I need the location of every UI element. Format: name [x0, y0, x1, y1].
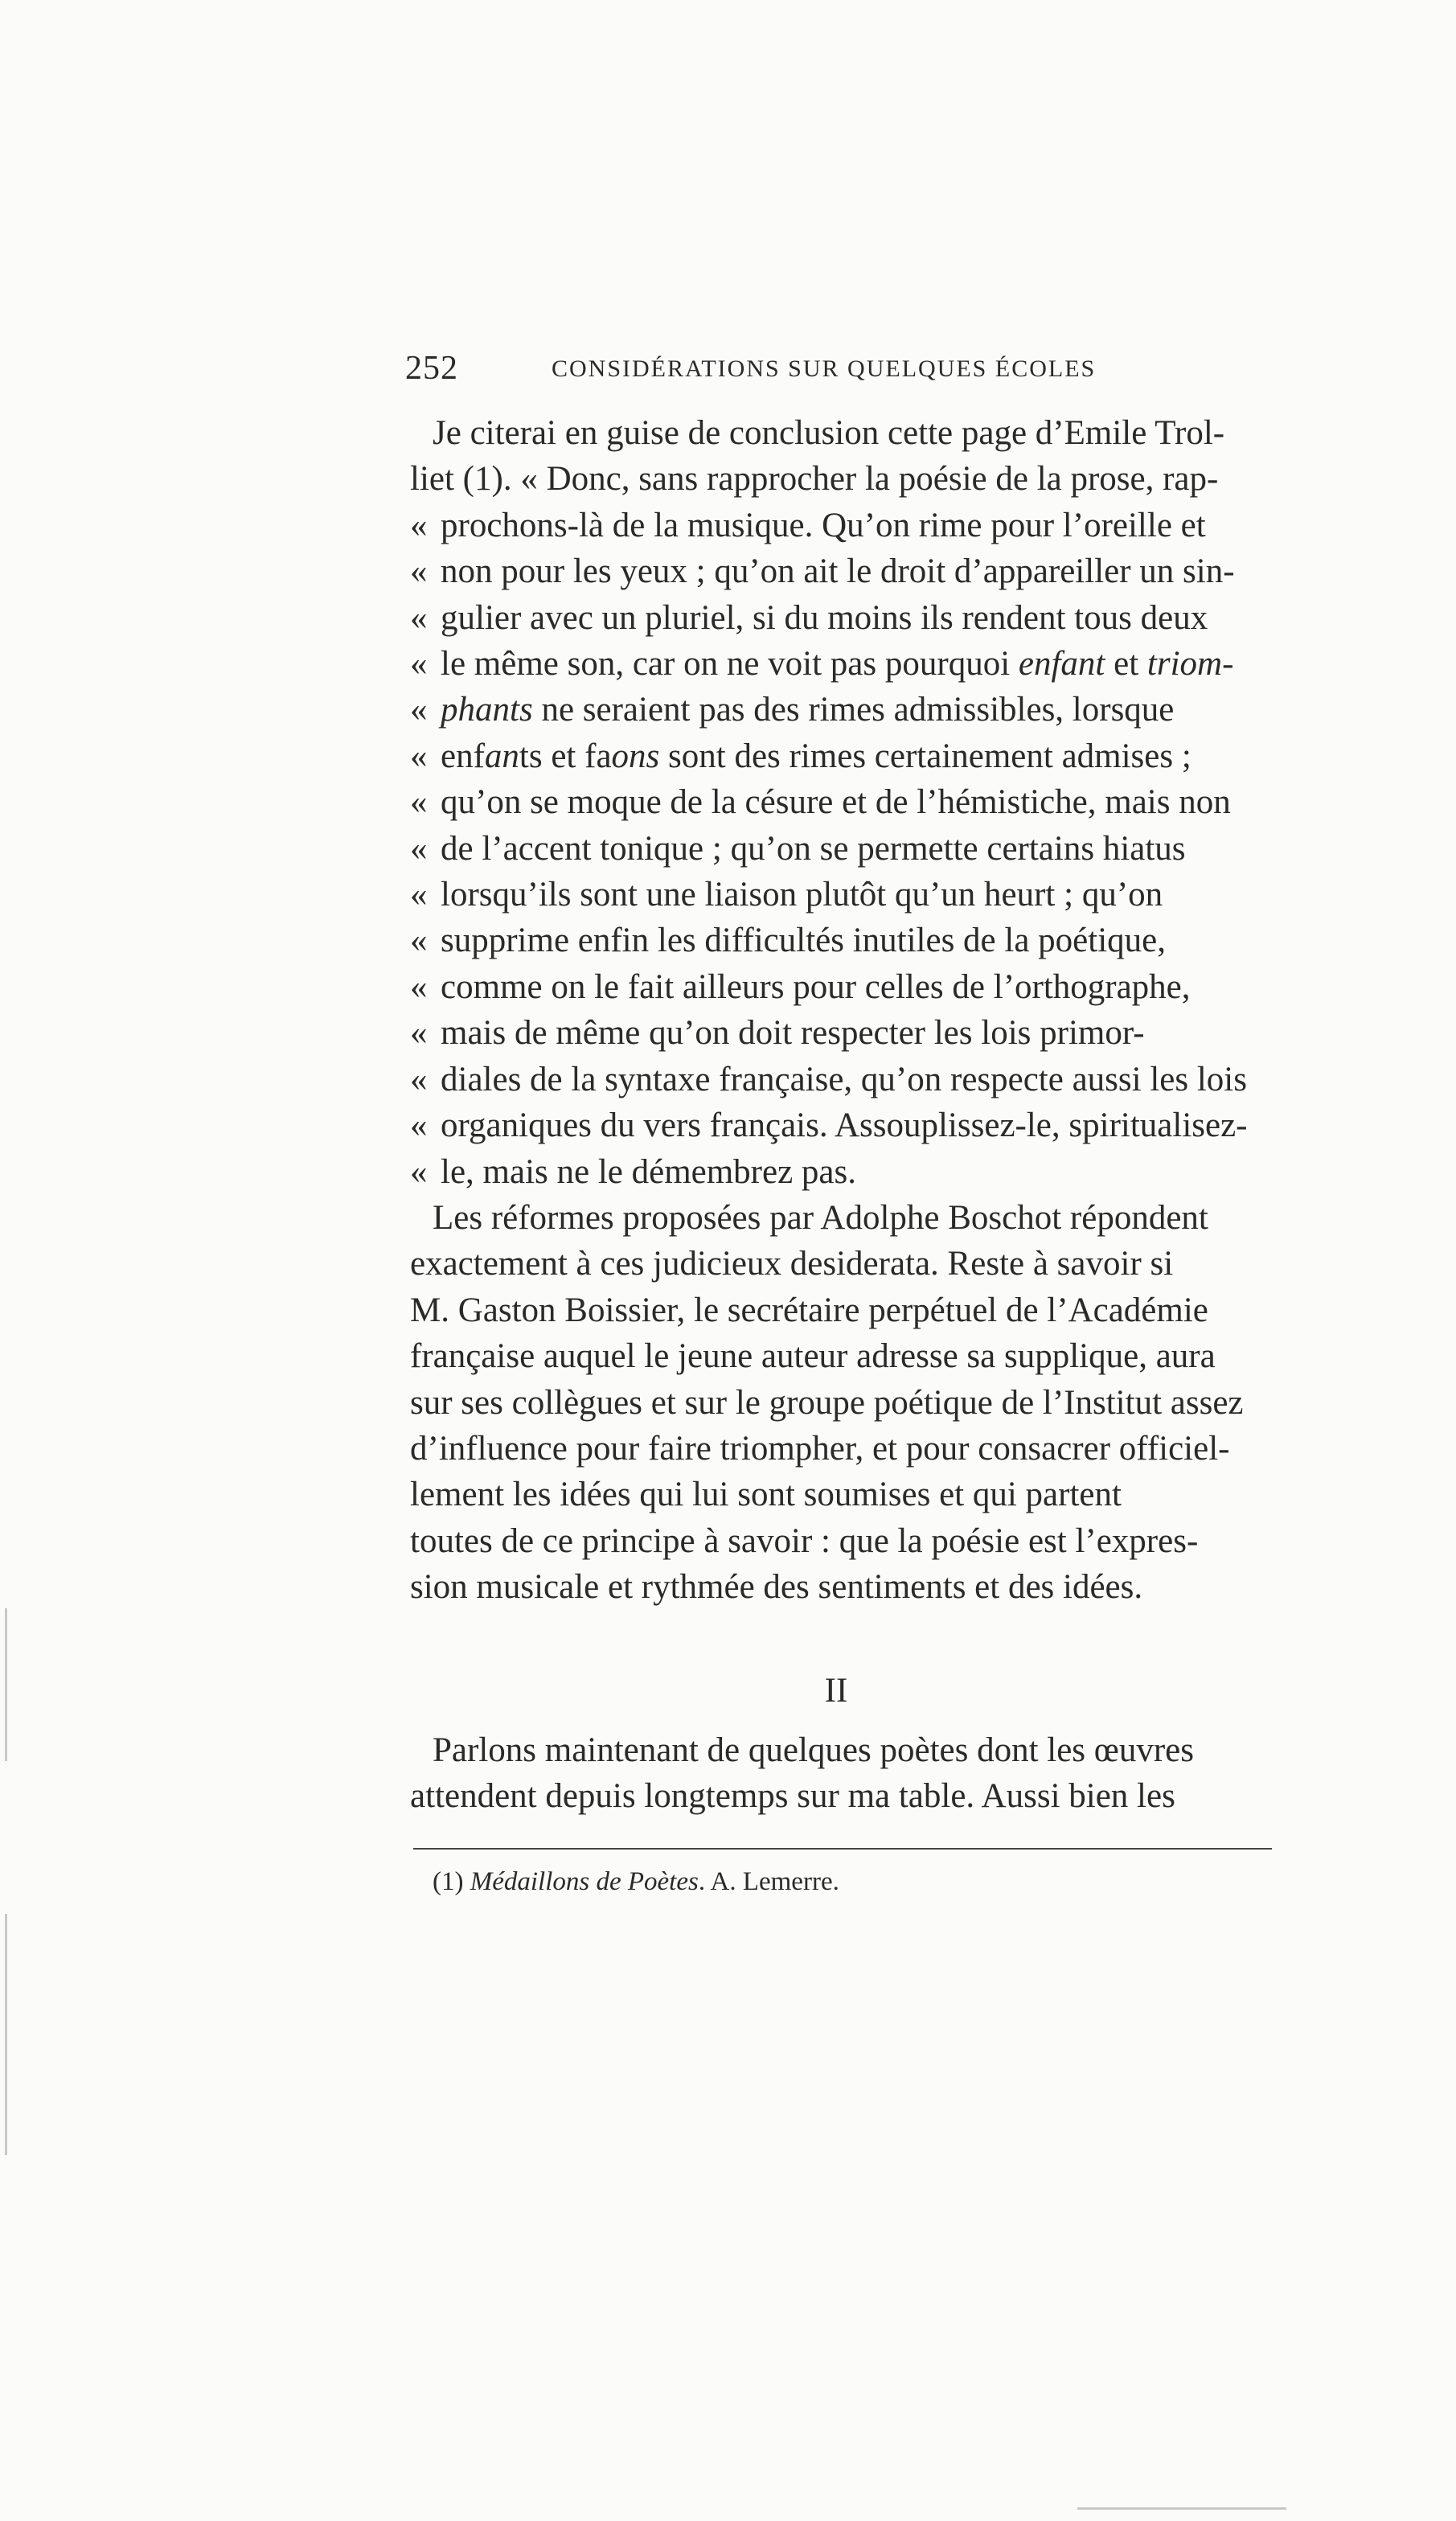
scan-artifact [1077, 2507, 1286, 2510]
text-line: « prochons-là de la musique. Qu’on rime pour l’oreille et [410, 503, 1272, 548]
italic-word: ons [611, 737, 660, 775]
quote-mark: « [410, 737, 428, 775]
quote-mark: « [410, 1060, 428, 1098]
text-line: « non pour les yeux ; qu’on ait le droit d’appareiller un sin- [410, 548, 1272, 594]
text-line: exactement à ces judicieux desiderata. Reste à savoir si [410, 1245, 1174, 1283]
text-line: liet (1). « Donc, sans rapprocher la poésie de la prose, rap- [410, 460, 1219, 499]
text-line: « de l’accent tonique ; qu’on se permette certains hiatus [410, 826, 1272, 872]
section-heading: II [824, 1672, 848, 1710]
quote-mark: « [410, 967, 428, 1006]
text-line: « phants ne seraient pas des rimes admissibles, lorsque [410, 687, 1272, 733]
page-header [399, 344, 1275, 392]
footnote-divider [413, 1848, 1272, 1850]
quote-mark: « [410, 506, 428, 544]
text-line: « qu’on se moque de la césure et de l’hémistiche, mais non [410, 779, 1272, 825]
text-line: toutes de ce principe à savoir : que la poésie est l’expres- [410, 1521, 1199, 1560]
scan-artifact [5, 1608, 7, 1761]
section-paragraph [410, 1727, 1272, 1820]
text-line: « le même son, car on ne voit pas pourquoi enfant et triom- [410, 641, 1272, 687]
page-number: 252 [405, 350, 458, 387]
footnote-marker: (1) [433, 1867, 470, 1896]
text-line: « comme on le fait ailleurs pour celles de l’orthographe, [410, 964, 1272, 1010]
text-line: d’influence pour faire triompher, et pour consacrer officiel- [410, 1429, 1230, 1468]
text-line: « enfants et faons sont des rimes certainement admises ; [410, 733, 1272, 779]
italic-word: enfant [1018, 645, 1105, 684]
quote-mark: « [410, 783, 428, 822]
quote-mark: « [410, 922, 428, 960]
text-line: lement les idées qui lui sont soumises et qui partent [410, 1476, 1122, 1514]
quote-mark: « [410, 1107, 428, 1145]
text-line: Les réformes proposées par Adolphe Boschot répondent [433, 1198, 1208, 1237]
text-line: attendent depuis longtemps sur ma table. Aussi bien les [410, 1777, 1175, 1816]
footnote-rest: . A. Lemerre. [698, 1867, 839, 1896]
text-line: « le, mais ne le démembrez pas. [410, 1149, 1272, 1195]
scan-artifact [5, 1914, 7, 2155]
quote-mark: « [410, 552, 428, 591]
footnote-title: Médaillons de Poètes [470, 1867, 699, 1896]
text-line: sion musicale et rythmée des sentiments et des idées. [410, 1568, 1143, 1607]
text-line: Je citerai en guise de conclusion cette page d’Emile Trol- [433, 414, 1225, 452]
text-line: « gulier avec un pluriel, si du moins ils rendent tous deux [410, 595, 1272, 641]
italic-word: triom- [1146, 645, 1234, 684]
quote-mark: « [410, 876, 428, 914]
running-head: CONSIDÉRATIONS SUR QUELQUES ÉCOLES [552, 355, 1097, 382]
text-line: M. Gaston Boissier, le secrétaire perpétuel de l’Académie [410, 1291, 1208, 1329]
quote-mark: « [410, 691, 428, 729]
footnote [433, 1867, 839, 1897]
italic-word: phants [441, 691, 533, 729]
italic-word: an [484, 737, 519, 775]
quote-mark: « [410, 829, 428, 868]
quote-mark: « [410, 1152, 428, 1191]
quote-mark: « [410, 1014, 428, 1053]
main-paragraphs [410, 410, 1272, 1611]
text-line: « diales de la syntaxe française, qu’on respecte aussi les lois [410, 1057, 1272, 1102]
quote-mark: « [410, 645, 428, 684]
text-line: « mais de même qu’on doit respecter les lois primor- [410, 1010, 1272, 1056]
text-line: française auquel le jeune auteur adresse sa supplique, aura [410, 1337, 1216, 1376]
text-line: « lorsqu’ils sont une liaison plutôt qu’un heurt ; qu’on [410, 872, 1272, 918]
text-line: sur ses collègues et sur le groupe poétique de l’Institut assez [410, 1383, 1244, 1422]
text-line: « supprime enfin les difficultés inutiles de la poétique, [410, 918, 1272, 963]
text-line: « organiques du vers français. Assouplissez-le, spiritualisez- [410, 1102, 1272, 1148]
quote-mark: « [410, 598, 428, 637]
text-line: Parlons maintenant de quelques poètes dont les œuvres [433, 1731, 1194, 1769]
